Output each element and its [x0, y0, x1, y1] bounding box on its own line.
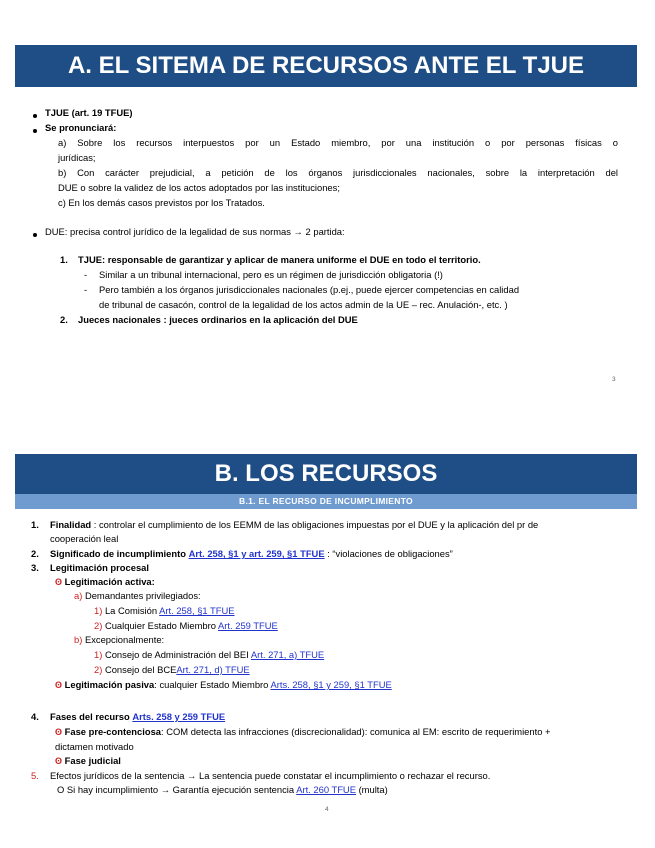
fases-label: Fases del recurso — [50, 711, 130, 722]
art-258-link[interactable]: Art. 258, §1 TFUE — [159, 605, 235, 616]
pre-label: Fase pre-contenciosa — [64, 726, 162, 737]
circle-bullet-icon: ʘ — [55, 756, 63, 766]
num-1: 1) — [94, 605, 103, 616]
pre-cont: dictamen motivado — [55, 741, 134, 752]
bullet-dot — [33, 114, 37, 118]
legitimacion-label: Legitimación procesal — [50, 562, 149, 573]
significado-label: Significado de incumplimiento — [50, 548, 186, 559]
finalidad-cont: cooperación leal — [50, 533, 119, 544]
sub-b-2 — [94, 664, 250, 675]
legitimacion-pasiva — [55, 679, 392, 690]
art-259-link[interactable]: Art. 259 TFUE — [218, 620, 278, 631]
pasiva-label: Legitimación pasiva — [64, 679, 155, 690]
list-number: 2. — [60, 314, 68, 325]
finalidad-label: Finalidad — [50, 519, 92, 530]
significado-text: : “violaciones de obligaciones” — [327, 548, 453, 559]
significado-item — [50, 548, 453, 559]
activa-label: Legitimación activa: — [64, 576, 155, 587]
circle-bullet-icon: ʘ — [55, 727, 63, 737]
finalidad-item — [50, 519, 538, 530]
item-c: c) En los demás casos previstos por los Tratados. — [58, 197, 265, 208]
arts-258-259-link[interactable]: Arts. 258, §1 y 259, §1 TFUE — [270, 679, 392, 690]
sub-a-1 — [94, 605, 235, 616]
pronunciara-heading: Se pronunciará: — [45, 122, 117, 133]
bullet-dot — [33, 233, 37, 237]
sub-a-text: Demandantes privilegiados: — [84, 590, 201, 601]
num-2: 2) — [94, 664, 103, 675]
pre-text: : COM detecta las infracciones (discrecionalidad): comunica al EM: escrito de requerimiento + — [161, 726, 551, 737]
fases-item — [50, 711, 225, 722]
slide-subtitle: B.1. EL RECURSO DE INCUMPLIMIENTO — [15, 494, 637, 509]
dash: - — [84, 269, 88, 280]
item-b-cont: DUE o sobre la validez de los actos adoptados por las instituciones; — [58, 182, 340, 193]
legitimacion-activa — [55, 576, 155, 587]
item-a: a) Sobre los recursos interpuestos por un Estado miembro, por una institución o por personas físicas o — [58, 137, 618, 148]
num-1: 1) — [94, 649, 103, 660]
list-number: 1. — [60, 254, 68, 265]
sub-item-1: Similar a un tribunal internacional, pero es un régimen de jurisdicción obligatoria (!) — [99, 269, 443, 280]
sub-b — [74, 634, 164, 645]
sub-a — [74, 590, 201, 601]
item-b: b) Con carácter prejudicial, a petición de los órganos jurisdiccionales nacionales, sobre la interpretación del — [58, 167, 618, 178]
list-number: 2. — [31, 548, 39, 559]
list-number: 3. — [31, 562, 39, 573]
art-258-259-link[interactable]: Art. 258, §1 y art. 259, §1 TFUE — [188, 548, 325, 559]
sub-b-text: Excepcionalmente: — [84, 634, 165, 645]
tjue-heading: TJUE (art. 19 TFUE) — [45, 107, 133, 118]
jueces-item: Jueces nacionales : jueces ordinarios en la aplicación del DUE — [78, 314, 358, 325]
circle-bullet-icon: ʘ — [55, 577, 63, 587]
fase-precontenciosa — [55, 726, 551, 737]
art-260-link[interactable]: Art. 260 TFUE — [296, 784, 356, 795]
fase-judicial — [55, 755, 121, 766]
comision-text: La Comisión — [104, 605, 158, 616]
letter-b: b) — [74, 634, 83, 645]
dash: - — [84, 284, 88, 295]
bce-text: Consejo del BCE — [104, 664, 177, 675]
item-a-cont: jurídicas; — [58, 152, 96, 163]
letter-a: a) — [74, 590, 83, 601]
judicial-label: Fase judicial — [64, 755, 121, 766]
circle-bullet-icon: ʘ — [55, 680, 63, 690]
slide-title: B. LOS RECURSOS — [15, 454, 637, 494]
finalidad-text: : controlar el cumplimiento de los EEMM de las obligaciones impuestas por el DUE y la aplicación del pr de — [93, 519, 539, 530]
fases-link[interactable]: Arts. 258 y 259 TFUE — [132, 711, 226, 722]
slide-title: A. EL SITEMA DE RECURSOS ANTE EL TJUE — [15, 45, 637, 87]
bei-text: Consejo de Administración del BEI — [104, 649, 249, 660]
list-number: 5. — [31, 770, 39, 781]
list-number: 4. — [31, 711, 39, 722]
list-number: 1. — [31, 519, 39, 530]
page-number: 3 — [612, 376, 616, 383]
page-number: 4 — [325, 806, 329, 813]
bullet-dot — [33, 129, 37, 133]
efectos-item: Efectos jurídicos de la sentencia → La sentencia puede constatar el incumplimiento o rechazar el recurso. — [50, 770, 491, 781]
art-271d-link[interactable]: Art. 271, d) TFUE — [176, 664, 250, 675]
sub-a-2 — [94, 620, 278, 631]
sub-item-2-cont: de tribunal de casacón, control de la legalidad de los actos admin de la UE – rec. Anulación-, etc. ) — [99, 299, 508, 310]
due-line: DUE: precisa control jurídico de la legalidad de sus normas → 2 partida: — [45, 226, 345, 237]
tjue-item: TJUE: responsable de garantizar y aplicar de manera uniforme el DUE en todo el territorio. — [78, 254, 481, 265]
estado-text: Cualquier Estado Miembro — [104, 620, 216, 631]
incumplimiento-text: O Si hay incumplimiento → Garantía ejecución sentencia — [57, 784, 295, 795]
multa-text: (multa) — [358, 784, 388, 795]
incumplimiento-line — [57, 784, 388, 795]
num-2: 2) — [94, 620, 103, 631]
sub-b-1 — [94, 649, 324, 660]
sub-item-2: Pero también a los órganos jurisdiccionales nacionales (p.ej., puede ejercer competencias en calidad — [99, 284, 520, 295]
art-271a-link[interactable]: Art. 271, a) TFUE — [250, 649, 325, 660]
pasiva-text: : cualquier Estado Miembro — [154, 679, 269, 690]
